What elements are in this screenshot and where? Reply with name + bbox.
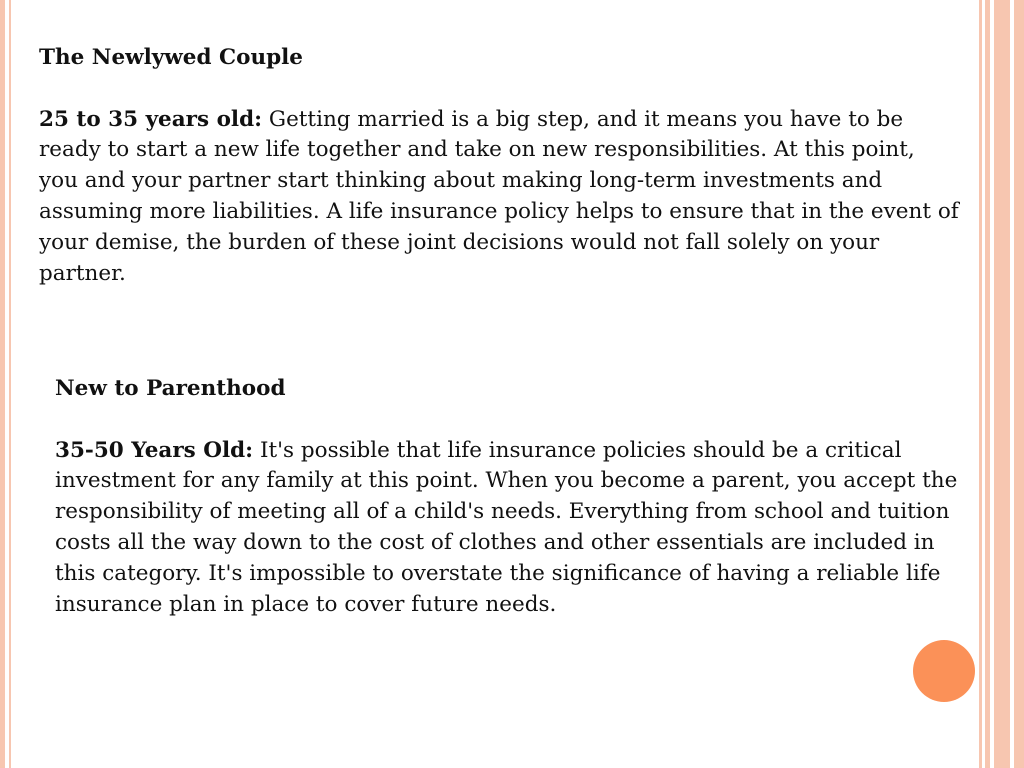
section-paragraph <box>39 105 959 290</box>
paragraph-text: It's possible that life insurance policies should be a critical investment for any family at this point. When you become a parent, you accept the responsibility of meeting all of a child's needs. Everything from school and tuition costs all the way down to the cost of clothes and other essentials are included in this category. It's impossible to overstate the significance of having a reliable life insurance plan in place to cover future needs. <box>55 437 958 617</box>
age-range-label: 35-50 Years Old: <box>55 437 254 463</box>
right-border-stripe <box>985 0 990 768</box>
section-heading: The Newlywed Couple <box>39 45 303 70</box>
section-heading: New to Parenthood <box>55 376 286 401</box>
section-parenthood <box>55 374 960 620</box>
section-paragraph <box>55 436 960 621</box>
left-border-stripe <box>0 0 5 768</box>
right-border-stripe <box>1014 0 1024 768</box>
spacer <box>39 74 959 105</box>
decorative-circle <box>913 640 975 702</box>
paragraph-text: Getting married is a big step, and it means you have to be ready to start a new life together and take on new responsibilities. At this point, you and your partner start thinking about making long-term investments and assuming more liabilities. A life insurance policy helps to ensure that in the event of your demise, the burden of these joint decisions would not fall solely on your partner. <box>39 106 959 286</box>
section-newlywed <box>39 43 959 289</box>
right-border-stripe <box>994 0 1010 768</box>
left-border-thin-stripe <box>9 0 11 768</box>
right-border-stripe <box>979 0 982 768</box>
spacer <box>55 405 960 436</box>
age-range-label: 25 to 35 years old: <box>39 106 263 132</box>
